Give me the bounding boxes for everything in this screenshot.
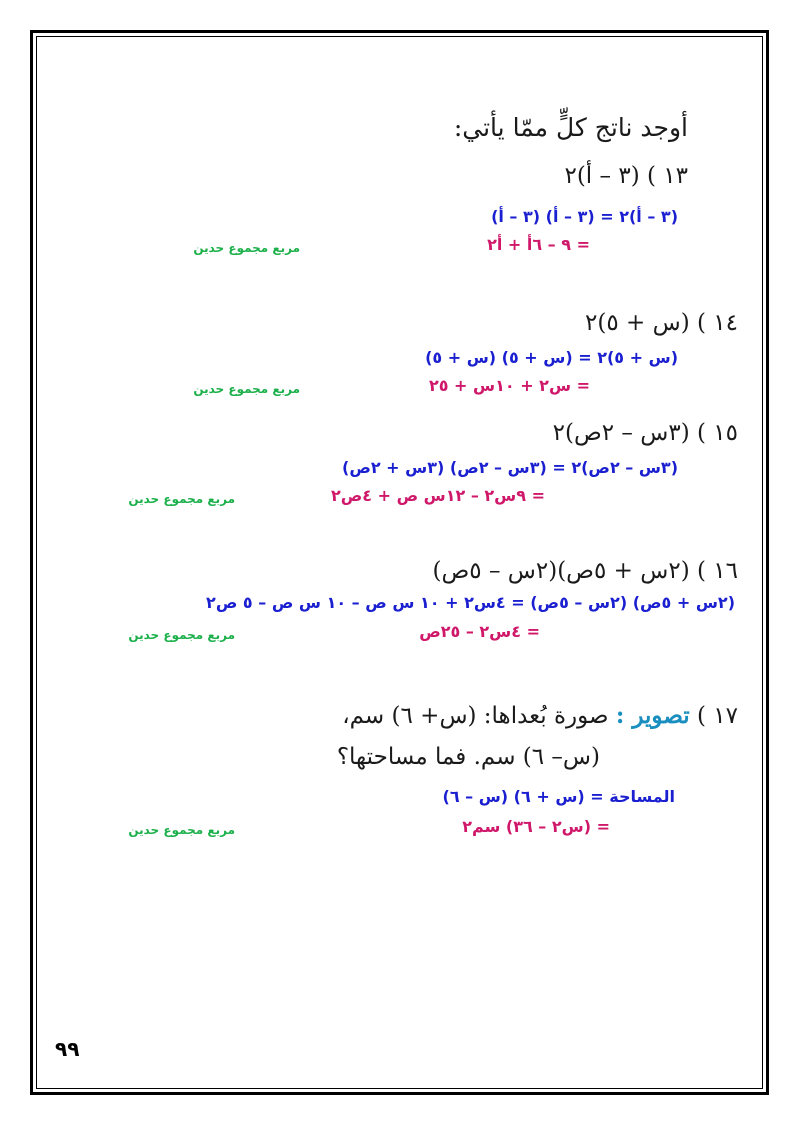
problem-17-step-2: = (س٢ – ٣٦) سم٢ <box>462 817 610 836</box>
problem-14-step-2: = س٢ + ١٠س + ٢٥ <box>428 376 590 395</box>
problem-14-step-1: (س + ٥)٢ = (س + ٥) (س + ٥) <box>425 348 678 367</box>
problem-14-note: مربع مجموع حدين <box>193 382 300 396</box>
problem-15-step-2: = ٩س٢ – ١٢س ص + ٤ص٢ <box>330 486 545 505</box>
problem-17-expression: صورة بُعداها: (س+ ٦) سم، <box>342 703 609 729</box>
problem-16-step-1: (٢س + ٥ص) (٢س – ٥ص) = ٤س٢ + ١٠ س ص – ١٠ س ص – ٥ ص٢ <box>206 593 735 612</box>
problem-13-number: ١٣ <box>663 163 688 189</box>
problem-17-number: ١٧ <box>713 703 738 729</box>
problem-17-note: مربع مجموع حدين <box>128 823 235 837</box>
problem-15: ١٥ ) (٣س – ٢ص)٢ <box>552 420 738 446</box>
problem-17-keyword: تصوير : <box>615 702 690 729</box>
problem-14-number: ١٤ <box>713 310 738 336</box>
problem-17-step-1: المساحة = (س + ٦) (س – ٦) <box>442 787 675 806</box>
problem-14: ١٤ ) (س + ٥)٢ <box>585 310 738 336</box>
problem-15-number: ١٥ <box>713 420 738 446</box>
problem-15-step-1: (٣س – ٢ص)٢ = (٣س – ٢ص) (٣س + ٢ص) <box>342 458 678 477</box>
problem-16: ١٦ ) (٢س + ٥ص)(٢س – ٥ص) <box>432 558 738 584</box>
problem-15-expression: (٣س – ٢ص)٢ <box>552 420 690 446</box>
exercise-heading: أوجد ناتج كلٍّ ممّا يأتي: <box>453 113 688 142</box>
problem-17-expression-line-2: (س– ٦) سم. فما مساحتها؟ <box>336 744 600 770</box>
problem-13-note: مربع مجموع حدين <box>193 241 300 255</box>
problem-16-note: مربع مجموع حدين <box>128 628 235 642</box>
problem-13-step-2: = ٩ – ٦أ + أ٢ <box>487 235 590 254</box>
problem-16-number: ١٦ <box>713 558 738 584</box>
problem-17: ١٧ ) تصوير : صورة بُعداها: (س+ ٦) سم، <box>342 702 738 729</box>
problem-14-expression: (س + ٥)٢ <box>585 310 690 336</box>
problem-15-note: مربع مجموع حدين <box>128 492 235 506</box>
page-number: ٩٩ <box>55 1037 80 1061</box>
problem-13-step-1: (٣ – أ)٢ = (٣ – أ) (٣ – أ) <box>491 207 678 226</box>
problem-16-step-2: = ٤س٢ – ٢٥ص <box>419 622 540 641</box>
problem-13-expression: (٣ – أ)٢ <box>564 163 640 189</box>
problem-16-expression: (٢س + ٥ص)(٢س – ٥ص) <box>432 558 690 584</box>
problem-13: ١٣ ) (٣ – أ)٢ <box>564 163 688 189</box>
